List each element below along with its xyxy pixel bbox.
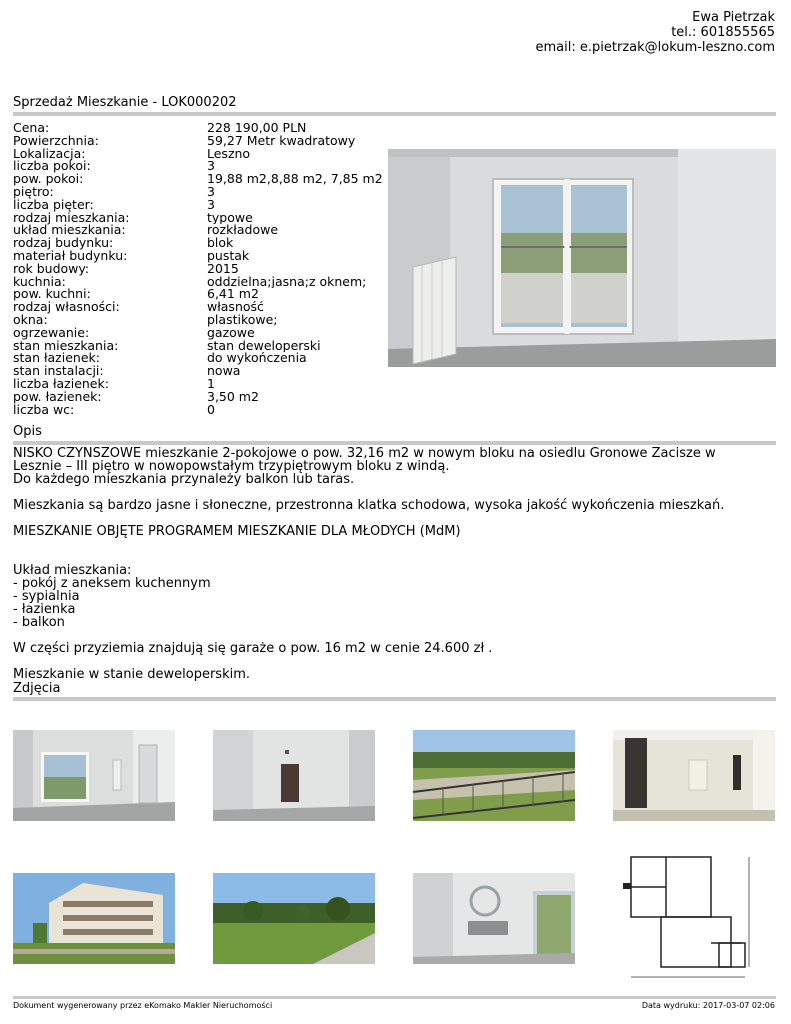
- layout-item: - balkon: [13, 615, 65, 630]
- property-label: kuchnia:: [13, 273, 66, 289]
- lobby-image: [413, 873, 575, 964]
- property-label: liczba łazienek:: [13, 375, 109, 391]
- description-paragraph: MIESZKANIE OBJĘTE PROGRAMEM MIESZKANIE DLA MŁODYCH (MdM): [13, 524, 461, 539]
- layout-title: Układ mieszkania:: [13, 563, 132, 578]
- agent-email: email: e.pietrzak@lokum-leszno.com: [535, 40, 775, 55]
- property-label: stan instalacji:: [13, 363, 104, 379]
- description-line: NISKO CZYNSZOWE mieszkanie 2-pokojowe o pow. 32,16 m2 w nowym bloku na osiedlu Gronowe Zacisze w: [13, 446, 716, 461]
- property-value: blok: [207, 237, 234, 250]
- property-label: rok budowy:: [13, 260, 90, 276]
- print-date-text: Data wydruku: 2017-03-07 02:06: [641, 1001, 775, 1010]
- property-value: 6,41 m2: [207, 288, 259, 302]
- property-value: 3: [207, 185, 215, 199]
- photo-thumbnail[interactable]: [413, 873, 575, 964]
- property-value: własność: [207, 301, 264, 314]
- agent-name: Ewa Pietrzak: [692, 10, 775, 25]
- property-value: rozkładowe: [207, 224, 279, 238]
- property-value: 59,27 Metr kwadratowy: [207, 134, 356, 148]
- description-line: Lesznie – III piętro w nowopowstałym trzypiętrowym bloku z windą.: [13, 459, 450, 474]
- property-label: liczba pokoi:: [13, 158, 91, 174]
- description-line: Do każdego mieszkania przynależy balkon lub taras.: [13, 472, 355, 487]
- description-paragraph: Mieszkania są bardzo jasne i słoneczne, przestronna klatka schodowa, wysoka jakość wykończenia mieszkań.: [13, 498, 725, 513]
- layout-item: - pokój z aneksem kuchennym: [13, 576, 211, 591]
- property-label: pow. kuchni:: [13, 286, 91, 302]
- property-label: pow. łazienek:: [13, 388, 102, 404]
- property-label: ogrzewanie:: [13, 324, 90, 340]
- property-value: 0: [207, 403, 215, 417]
- floor-plan-image: [621, 853, 755, 981]
- room-window-image: [13, 730, 175, 821]
- property-value: do wykończenia: [207, 352, 307, 366]
- property-label: układ mieszkania:: [13, 222, 126, 238]
- property-label: piętro:: [13, 183, 54, 199]
- photos-divider: [13, 697, 776, 701]
- listing-title: Sprzedaż Mieszkanie - LOK000202: [13, 95, 237, 110]
- layout-item: - łazienka: [13, 602, 76, 617]
- corridor-image: [613, 730, 775, 821]
- property-label: Lokalizacja:: [13, 145, 86, 161]
- property-label: Powierzchnia:: [13, 132, 99, 148]
- property-value: 3: [207, 160, 215, 174]
- description-paragraph: Mieszkanie w stanie deweloperskim.: [13, 667, 251, 682]
- property-value: 228 190,00 PLN: [207, 122, 307, 135]
- property-value: gazowe: [207, 326, 255, 340]
- building-exterior-image: [13, 873, 175, 964]
- main-photo[interactable]: [388, 149, 776, 367]
- property-value: 3: [207, 198, 215, 212]
- property-label: Cena:: [13, 120, 50, 135]
- description-paragraph: W części przyziemia znajdują się garaże o pow. 16 m2 w cenie 24.600 zł .: [13, 641, 493, 656]
- floor-plan-thumbnail[interactable]: [621, 853, 755, 981]
- photo-thumbnail[interactable]: [213, 730, 375, 821]
- property-value: 19,88 m2,8,88 m2, 7,85 m2: [207, 173, 383, 186]
- property-value: pustak: [207, 249, 250, 263]
- property-label: liczba pięter:: [13, 196, 94, 212]
- photo-thumbnail[interactable]: [413, 730, 575, 821]
- property-label: okna:: [13, 311, 48, 327]
- property-value: stan deweloperski: [207, 339, 321, 353]
- property-value: oddzielna;jasna;z oknem;: [207, 275, 367, 289]
- photo-thumbnail[interactable]: [613, 730, 775, 821]
- property-value: 3,50 m2: [207, 390, 259, 404]
- property-label: pow. pokoi:: [13, 171, 84, 187]
- title-divider: [13, 112, 776, 116]
- property-label: rodzaj własności:: [13, 299, 120, 315]
- photos-heading: Zdjęcia: [13, 681, 61, 696]
- description-body: [13, 447, 776, 681]
- park-lawn-image: [213, 873, 375, 964]
- property-label: liczba wc:: [13, 401, 75, 417]
- room-photo-image: [388, 149, 776, 367]
- agent-phone: tel.: 601855565: [671, 25, 775, 40]
- photo-thumbnail[interactable]: [213, 873, 375, 964]
- property-value: Leszno: [207, 147, 251, 161]
- agent-contact: [536, 10, 775, 55]
- property-label: stan mieszkania:: [13, 337, 119, 353]
- property-label: stan łazienek:: [13, 350, 100, 366]
- property-value: nowa: [207, 365, 241, 378]
- photo-thumbnail[interactable]: [13, 873, 175, 964]
- property-label: materiał budynku:: [13, 247, 128, 263]
- hallway-door-image: [213, 730, 375, 821]
- balcony-view-image: [413, 730, 575, 821]
- property-label: rodzaj budynku:: [13, 235, 114, 251]
- description-divider: [13, 441, 776, 445]
- property-value: 1: [207, 377, 215, 391]
- property-label: rodzaj mieszkania:: [13, 209, 130, 225]
- layout-item: - sypialnia: [13, 589, 80, 604]
- property-value: plastikowe;: [207, 313, 278, 327]
- photo-thumbnail[interactable]: [13, 730, 175, 821]
- property-value: 2015: [207, 262, 239, 276]
- generated-by-text: Dokument wygenerowany przez eKomako Makler Nieruchomości: [13, 1001, 273, 1010]
- description-heading: Opis: [13, 424, 42, 439]
- footer-divider: [13, 996, 776, 999]
- property-value: typowe: [207, 211, 253, 225]
